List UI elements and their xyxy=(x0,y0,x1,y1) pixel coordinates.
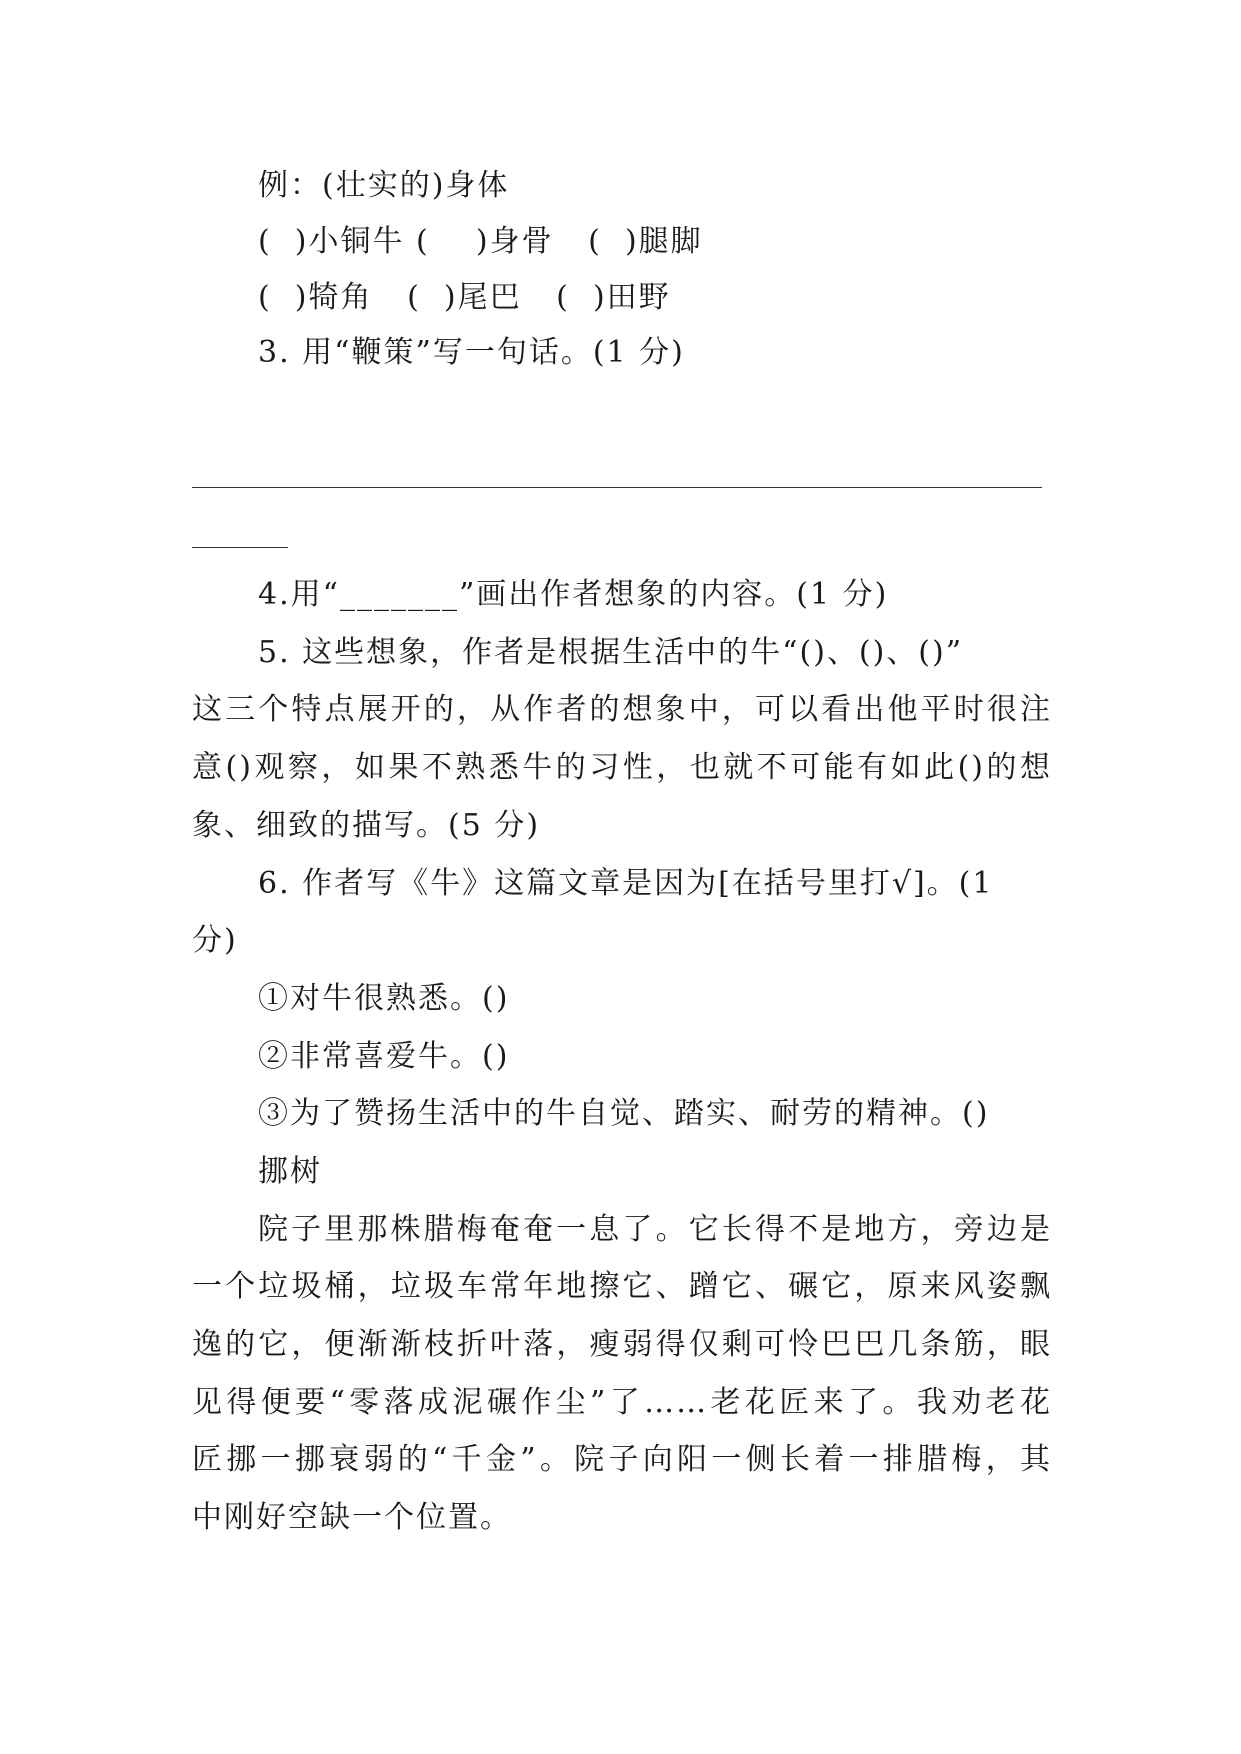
question-4: 4.用“_______”画出作者想象的内容。(1 分) xyxy=(258,577,889,612)
answer-line-1 xyxy=(192,487,1042,488)
passage-line-5: 匠挪一挪衰弱的“千金”。院子向阳一侧长着一排腊梅，其 xyxy=(192,1442,1052,1477)
question-6-line-2: 分) xyxy=(192,923,238,958)
question-6-line-1: 6. 作者写《牛》这篇文章是因为[在括号里打√]。(1 xyxy=(258,866,994,901)
question-5-line-1: 5. 这些想象，作者是根据生活中的牛“()、()、()” xyxy=(258,635,964,670)
question-5-line-4: 象、细致的描写。(5 分) xyxy=(192,808,541,843)
passage-line-3: 逸的它，便渐渐枝折叶落，瘦弱得仅剩可怜巴巴几条筋，眼 xyxy=(192,1327,1052,1362)
question-5-line-3: 意()观察，如果不熟悉牛的习性，也就不可能有如此()的想 xyxy=(192,750,1052,785)
option-1: ①对牛很熟悉。() xyxy=(258,981,510,1016)
answer-line-2 xyxy=(192,547,288,548)
fill-blank-row-1: ( )小铜牛 ( )身骨 ( )腿脚 xyxy=(258,224,703,259)
fill-blank-row-2: ( )犄角 ( )尾巴 ( )田野 xyxy=(258,280,671,315)
passage-line-4: 见得便要“零落成泥碾作尘”了……老花匠来了。我劝老花 xyxy=(192,1385,1052,1420)
passage-line-2: 一个垃圾桶，垃圾车常年地擦它、蹭它、碾它，原来风姿飘 xyxy=(192,1269,1052,1304)
question-3: 3. 用“鞭策”写一句话。(1 分) xyxy=(258,335,685,370)
option-2: ②非常喜爱牛。() xyxy=(258,1039,510,1074)
option-3: ③为了赞扬生活中的牛自觉、踏实、耐劳的精神。() xyxy=(258,1096,990,1131)
passage-line-6: 中刚好空缺一个位置。 xyxy=(192,1500,512,1535)
example-line: 例：(壮实的)身体 xyxy=(258,168,510,203)
passage-title: 挪树 xyxy=(258,1154,322,1189)
question-5-line-2: 这三个特点展开的，从作者的想象中，可以看出他平时很注 xyxy=(192,692,1052,727)
passage-line-1: 院子里那株腊梅奄奄一息了。它长得不是地方，旁边是 xyxy=(258,1212,1052,1247)
